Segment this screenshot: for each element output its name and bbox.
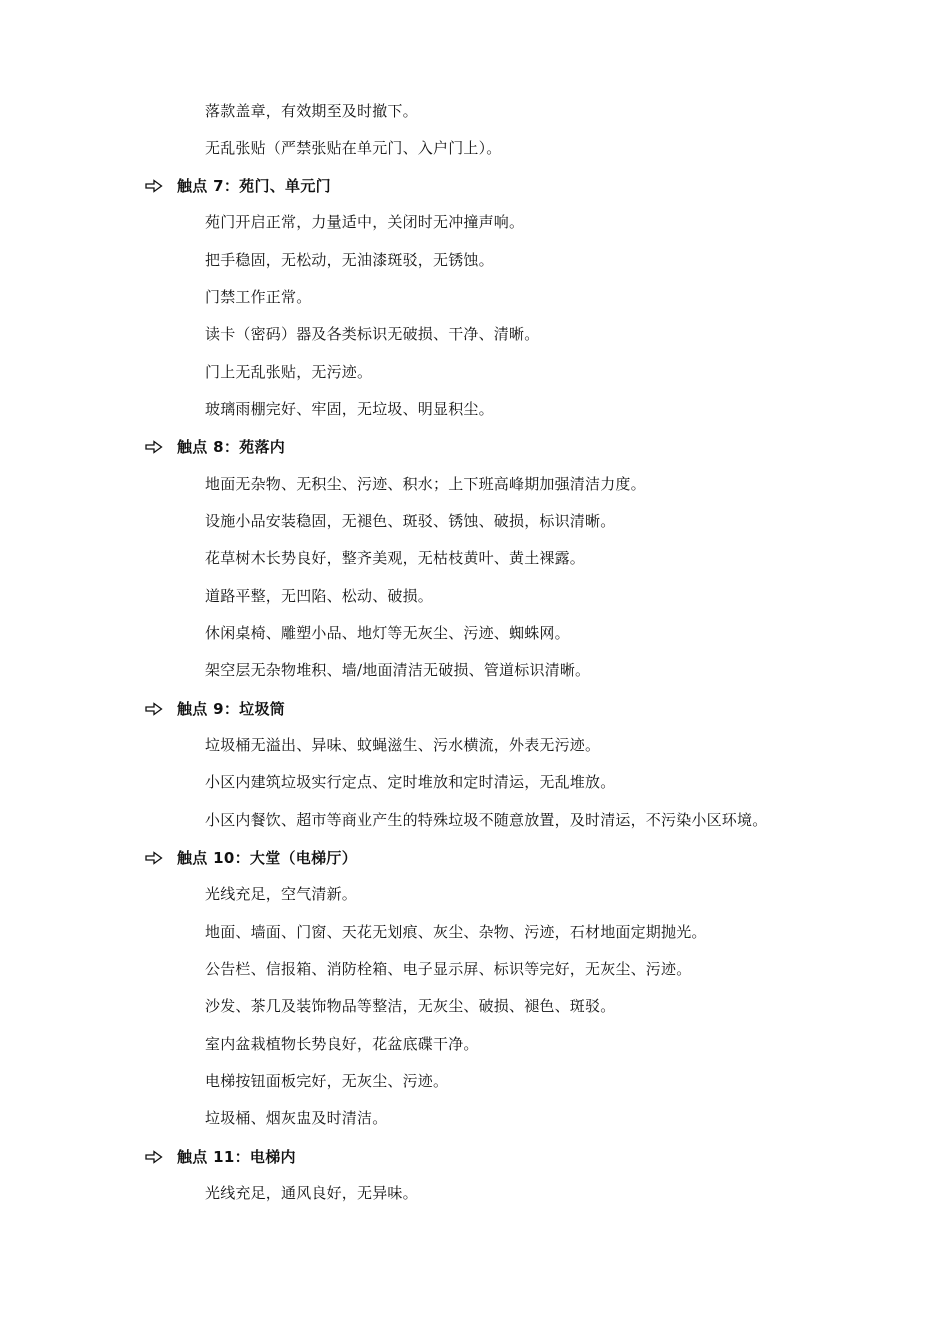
list-item: 地面、墙面、门窗、天花无划痕、灰尘、杂物、污迹，石材地面定期抛光。 xyxy=(205,923,707,941)
section-heading xyxy=(145,699,285,719)
arrow-right-outline-icon xyxy=(145,1150,163,1164)
list-item: 把手稳固，无松动，无油漆斑驳，无锈蚀。 xyxy=(205,251,494,269)
list-item: 玻璃雨棚完好、牢固，无垃圾、明显积尘。 xyxy=(205,400,494,418)
list-item: 设施小品安装稳固，无褪色、斑驳、锈蚀、破损，标识清晰。 xyxy=(205,512,616,530)
arrow-right-outline-icon xyxy=(145,440,163,454)
list-item: 垃圾桶、烟灰盅及时清洁。 xyxy=(205,1109,388,1127)
list-item: 小区内建筑垃圾实行定点、定时堆放和定时清运，无乱堆放。 xyxy=(205,773,616,791)
list-item: 道路平整，无凹陷、松动、破损。 xyxy=(205,587,434,605)
list-item: 架空层无杂物堆积、墙/地面清洁无破损、管道标识清晰。 xyxy=(205,661,591,679)
list-item: 光线充足，通风良好，无异味。 xyxy=(205,1184,418,1202)
list-item: 地面无杂物、无积尘、污迹、积水；上下班高峰期加强清洁力度。 xyxy=(205,475,646,493)
continuation-line: 落款盖章，有效期至及时撤下。 xyxy=(205,102,418,120)
list-item: 门禁工作正常。 xyxy=(205,288,312,306)
list-item: 苑门开启正常，力量适中，关闭时无冲撞声响。 xyxy=(205,213,525,231)
section-title: 触点 9：垃圾筒 xyxy=(177,700,286,718)
arrow-right-outline-icon xyxy=(145,702,163,716)
section-heading xyxy=(145,437,285,457)
section-heading xyxy=(145,176,331,196)
list-item: 读卡（密码）器及各类标识无破损、干净、清晰。 xyxy=(205,325,540,343)
list-item: 室内盆栽植物长势良好，花盆底碟干净。 xyxy=(205,1035,479,1053)
continuation-line: 无乱张贴（严禁张贴在单元门、入户门上）。 xyxy=(205,139,502,157)
section-heading xyxy=(145,848,357,868)
list-item: 垃圾桶无溢出、异味、蚊蝇滋生、污水横流，外表无污迹。 xyxy=(205,736,601,754)
arrow-right-outline-icon xyxy=(145,179,163,193)
arrow-right-outline-icon xyxy=(145,851,163,865)
list-item: 门上无乱张贴，无污迹。 xyxy=(205,363,373,381)
list-item: 沙发、茶几及装饰物品等整洁，无灰尘、破损、褪色、斑驳。 xyxy=(205,997,616,1015)
section-heading xyxy=(145,1147,296,1167)
section-title: 触点 8：苑落内 xyxy=(177,438,286,456)
list-item: 小区内餐饮、超市等商业产生的特殊垃圾不随意放置，及时清运，不污染小区环境。 xyxy=(205,811,768,829)
list-item: 光线充足，空气清新。 xyxy=(205,885,358,903)
list-item: 花草树木长势良好，整齐美观，无枯枝黄叶、黄土裸露。 xyxy=(205,549,586,567)
section-title: 触点 7：苑门、单元门 xyxy=(177,177,331,195)
section-title: 触点 11：电梯内 xyxy=(177,1148,296,1166)
list-item: 休闲桌椅、雕塑小品、地灯等无灰尘、污迹、蜘蛛网。 xyxy=(205,624,570,642)
section-title: 触点 10：大堂（电梯厅） xyxy=(177,849,357,867)
list-item: 电梯按钮面板完好，无灰尘、污迹。 xyxy=(205,1072,449,1090)
list-item: 公告栏、信报箱、消防栓箱、电子显示屏、标识等完好，无灰尘、污迹。 xyxy=(205,960,692,978)
